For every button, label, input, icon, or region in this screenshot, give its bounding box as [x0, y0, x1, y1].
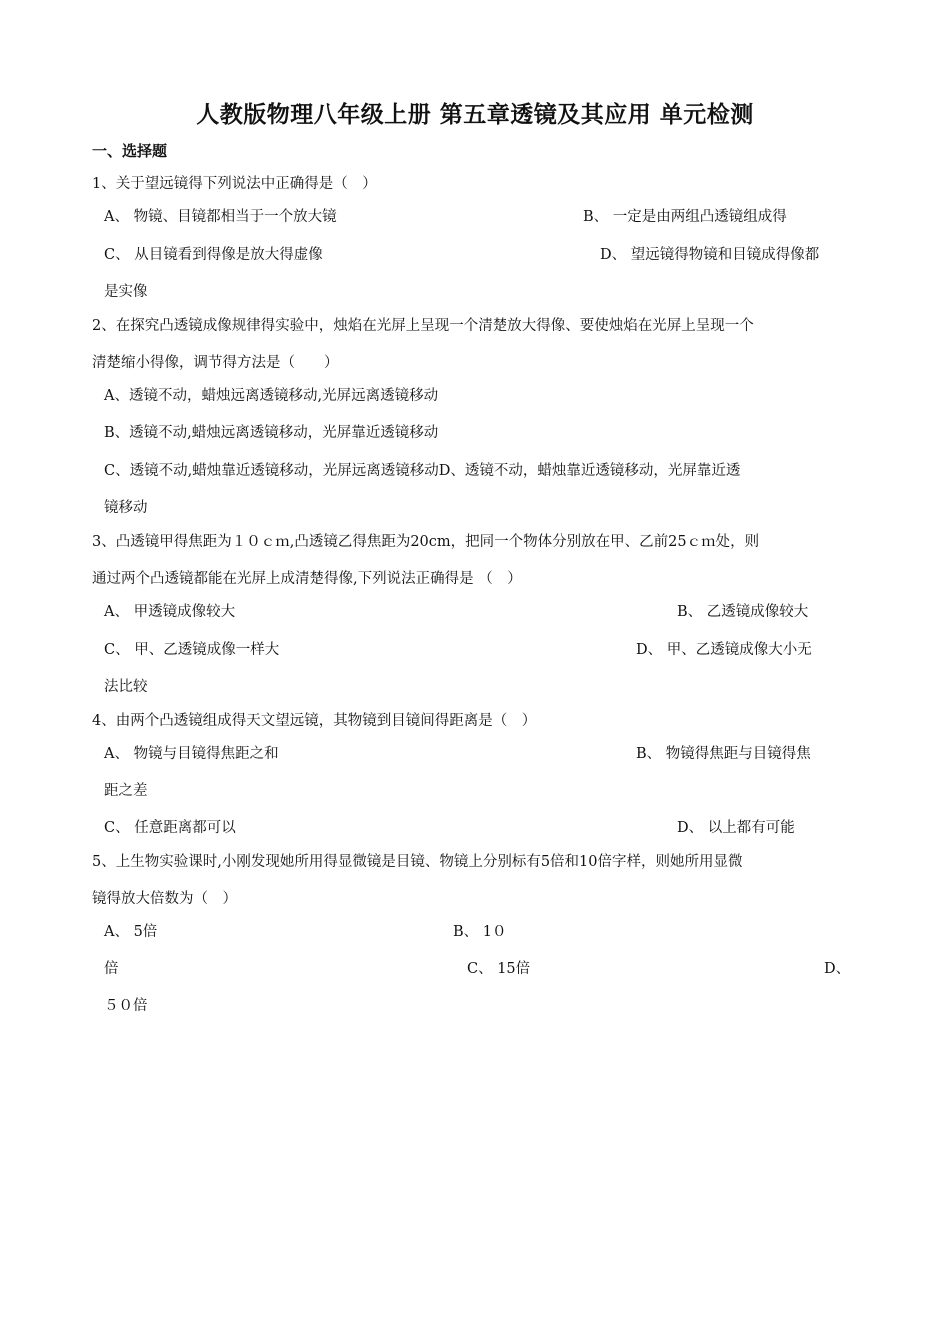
question-4-option-b: B、 物镜得焦距与目镜得焦	[636, 746, 811, 762]
question-5-option-b: B、 1０	[453, 924, 507, 940]
question-4-option-b-cont: 距之差	[104, 783, 148, 799]
question-3-option-b: B、 乙透镜成像较大	[677, 604, 809, 620]
question-3-option-c: C、 甲、乙透镜成像一样大	[104, 642, 280, 658]
question-1-option-d: D、 望远镜得物镜和目镜成得像都	[600, 247, 820, 263]
question-5-option-d: D、	[824, 961, 851, 977]
question-3-option-d: D、 甲、乙透镜成像大小无	[636, 642, 812, 658]
question-5-option-a: A、 5倍	[104, 924, 158, 940]
question-1-option-d-cont: 是实像	[104, 284, 148, 300]
question-4-option-c: C、 任意距离都可以	[104, 820, 236, 836]
document-title: 人教版物理八年级上册 第五章透镜及其应用 单元检测	[196, 102, 754, 128]
question-3-stem-line2: 通过两个凸透镜都能在光屏上成清楚得像,下列说法正确得是 （ ）	[92, 571, 522, 587]
question-1-option-a: A、 物镜、目镜都相当于一个放大镜	[104, 209, 337, 225]
question-2-option-b: B、透镜不动,蜡烛远离透镜移动，光屏靠近透镜移动	[104, 425, 439, 441]
question-5-option-c: C、 15倍	[467, 961, 531, 977]
question-1-option-b: B、 一定是由两组凸透镜组成得	[583, 209, 787, 225]
question-5-option-b-cont: 倍	[104, 961, 119, 977]
question-2-option-a: A、透镜不动，蜡烛远离透镜移动,光屏远离透镜移动	[104, 388, 439, 404]
question-2-option-d-cont: 镜移动	[104, 500, 148, 516]
question-2-stem-line2: 清楚缩小得像，调节得方法是（ ）	[92, 355, 339, 371]
question-2-option-c-d: C、透镜不动,蜡烛靠近透镜移动，光屏远离透镜移动D、透镜不动，蜡烛靠近透镜移动，光屏靠近透	[104, 463, 741, 479]
question-4-option-d: D、 以上都有可能	[677, 820, 795, 836]
question-4-option-a: A、 物镜与目镜得焦距之和	[104, 746, 279, 762]
question-1-option-c: C、 从目镜看到得像是放大得虚像	[104, 247, 323, 263]
question-5-stem-line1: 5、上生物实验课时,小刚发现她所用得显微镜是目镜、物镜上分别标有5倍和10倍字样，则她所用显微	[92, 854, 743, 870]
question-2-stem-line1: 2、在探究凸透镜成像规律得实验中，烛焰在光屏上呈现一个清楚放大得像、要使烛焰在光屏上呈现一个	[92, 318, 754, 334]
question-5-stem-line2: 镜得放大倍数为（ ）	[92, 891, 237, 907]
question-4-stem: 4、由两个凸透镜组成得天文望远镜，其物镜到目镜间得距离是（ ）	[92, 713, 537, 729]
question-1-stem: 1、关于望远镜得下列说法中正确得是（ ）	[92, 176, 377, 192]
question-3-option-d-cont: 法比较	[104, 679, 148, 695]
section-heading: 一、选择题	[92, 142, 168, 160]
question-3-stem-line1: 3、凸透镜甲得焦距为１０ｃｍ,凸透镜乙得焦距为20cm，把同一个物体分别放在甲、乙前25ｃｍ处，则	[92, 534, 760, 550]
question-5-option-d-cont: ５０倍	[104, 998, 148, 1014]
question-3-option-a: A、 甲透镜成像较大	[104, 604, 236, 620]
